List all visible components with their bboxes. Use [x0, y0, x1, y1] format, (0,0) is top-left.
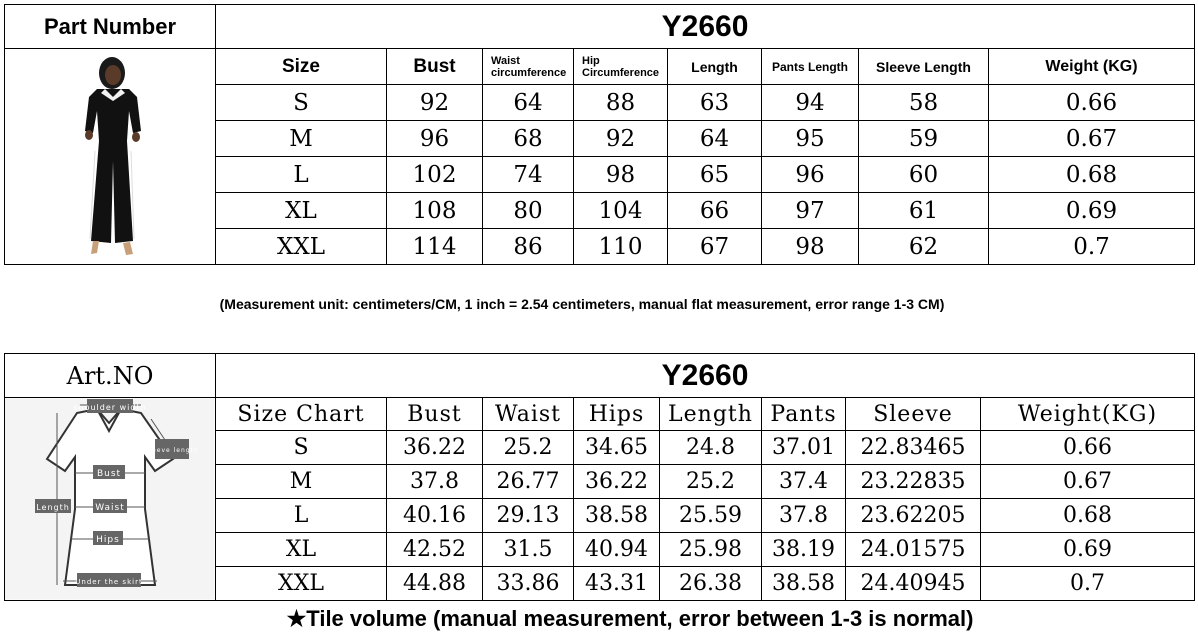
table-header-row [5, 49, 1195, 85]
cell-pants: 38.19 [762, 533, 846, 567]
label-hips: Hips [96, 535, 120, 545]
cell-length: 25.2 [660, 465, 762, 499]
model-photo [5, 49, 216, 265]
cell-pants: 37.8 [762, 499, 846, 533]
cell-waist: 29.13 [483, 499, 574, 533]
header-size-chart: Size Chart [216, 398, 387, 431]
cell-waist: 31.5 [483, 533, 574, 567]
cell-bust: 108 [387, 193, 483, 229]
cell-pants: 96 [762, 157, 859, 193]
cell-bust: 40.16 [387, 499, 483, 533]
cell-hip: 98 [574, 157, 668, 193]
cell-weight: 0.66 [989, 85, 1195, 121]
cell-size: L [216, 499, 387, 533]
cell-sleeve: 58 [859, 85, 989, 121]
cell-bust: 102 [387, 157, 483, 193]
cell-sleeve: 23.62205 [846, 499, 981, 533]
label-waist: Waist [95, 503, 125, 513]
size-table-inch [4, 353, 1195, 601]
header-waist: Waist [483, 398, 574, 431]
cell-pants: 98 [762, 229, 859, 265]
header-waist: Waist circumference [483, 49, 574, 85]
cell-length: 26.38 [660, 567, 762, 601]
cell-weight: 0.66 [981, 431, 1195, 465]
cell-weight: 0.7 [989, 229, 1195, 265]
cell-waist: 64 [483, 85, 574, 121]
label-length: Length [36, 503, 70, 512]
cell-waist: 25.2 [483, 431, 574, 465]
cell-weight: 0.68 [989, 157, 1195, 193]
cell-waist: 74 [483, 157, 574, 193]
header-sleeve-length: Sleeve Length [859, 49, 989, 85]
cell-length: 25.59 [660, 499, 762, 533]
product-code: Y2660 [216, 5, 1195, 49]
cell-size: XL [216, 193, 387, 229]
cell-weight: 0.68 [981, 499, 1195, 533]
cell-length: 66 [668, 193, 762, 229]
cell-size: XXL [216, 229, 387, 265]
cell-length: 64 [668, 121, 762, 157]
label-skirt: Under the skirt [75, 578, 143, 586]
cell-length: 24.8 [660, 431, 762, 465]
label-sleeve: sleeve length [145, 447, 199, 454]
cell-waist: 26.77 [483, 465, 574, 499]
cell-waist: 86 [483, 229, 574, 265]
cell-size: S [216, 431, 387, 465]
cell-bust: 44.88 [387, 567, 483, 601]
tile-volume-note: ★Tile volume (manual measurement, error between 1-3 is normal) [286, 606, 974, 631]
header-pants: Pants [762, 398, 846, 431]
cell-hips: 36.22 [574, 465, 660, 499]
cell-pants: 95 [762, 121, 859, 157]
cell-sleeve: 62 [859, 229, 989, 265]
cell-hip: 110 [574, 229, 668, 265]
cell-size: M [216, 121, 387, 157]
size-table-cm [4, 4, 1195, 265]
garment-diagram [5, 398, 216, 601]
cell-sleeve: 24.40945 [846, 567, 981, 601]
header-weight: Weight(KG) [981, 398, 1195, 431]
cell-sleeve: 23.22835 [846, 465, 981, 499]
cell-hips: 34.65 [574, 431, 660, 465]
cell-sleeve: 61 [859, 193, 989, 229]
label-shoulder: shoulder width [73, 403, 147, 412]
header-weight: Weight (KG) [989, 49, 1195, 85]
cell-weight: 0.69 [981, 533, 1195, 567]
cell-pants: 38.58 [762, 567, 846, 601]
part-number-label: Part Number [5, 5, 216, 49]
cell-bust: 114 [387, 229, 483, 265]
header-length: Length [660, 398, 762, 431]
header-bust: Bust [387, 49, 483, 85]
cell-weight: 0.67 [981, 465, 1195, 499]
cell-length: 67 [668, 229, 762, 265]
cell-sleeve: 60 [859, 157, 989, 193]
cell-size: S [216, 85, 387, 121]
cell-hips: 43.31 [574, 567, 660, 601]
cell-bust: 92 [387, 85, 483, 121]
cell-length: 25.98 [660, 533, 762, 567]
cell-hip: 88 [574, 85, 668, 121]
header-sleeve: Sleeve [846, 398, 981, 431]
cell-waist: 33.86 [483, 567, 574, 601]
cell-length: 65 [668, 157, 762, 193]
cell-pants: 37.4 [762, 465, 846, 499]
cell-size: XL [216, 533, 387, 567]
header-pants-length: Pants Length [762, 49, 859, 85]
header-size: Size [216, 49, 387, 85]
measurement-note: (Measurement unit: centimeters/CM, 1 inch = 2.54 centimeters, manual flat measurement, error range 1-3 CM) [219, 296, 945, 312]
cell-size: L [216, 157, 387, 193]
cell-bust: 36.22 [387, 431, 483, 465]
cell-sleeve: 22.83465 [846, 431, 981, 465]
cell-weight: 0.67 [989, 121, 1195, 157]
cell-hip: 104 [574, 193, 668, 229]
cell-hip: 92 [574, 121, 668, 157]
cell-size: M [216, 465, 387, 499]
cell-waist: 80 [483, 193, 574, 229]
cell-sleeve: 24.01575 [846, 533, 981, 567]
cell-length: 63 [668, 85, 762, 121]
product-code: Y2660 [216, 354, 1195, 398]
cell-weight: 0.7 [981, 567, 1195, 601]
header-length: Length [668, 49, 762, 85]
table-header-row [5, 398, 1195, 431]
cell-waist: 68 [483, 121, 574, 157]
cell-hips: 38.58 [574, 499, 660, 533]
header-hip: Hip Circumference [574, 49, 668, 85]
cell-bust: 42.52 [387, 533, 483, 567]
header-hips: Hips [574, 398, 660, 431]
cell-weight: 0.69 [989, 193, 1195, 229]
cell-size: XXL [216, 567, 387, 601]
cell-pants: 37.01 [762, 431, 846, 465]
cell-bust: 37.8 [387, 465, 483, 499]
cell-hips: 40.94 [574, 533, 660, 567]
cell-bust: 96 [387, 121, 483, 157]
cell-pants: 94 [762, 85, 859, 121]
label-bust: Bust [96, 469, 122, 479]
art-no-label: Art.NO [5, 354, 216, 398]
header-bust: Bust [387, 398, 483, 431]
cell-sleeve: 59 [859, 121, 989, 157]
cell-pants: 97 [762, 193, 859, 229]
